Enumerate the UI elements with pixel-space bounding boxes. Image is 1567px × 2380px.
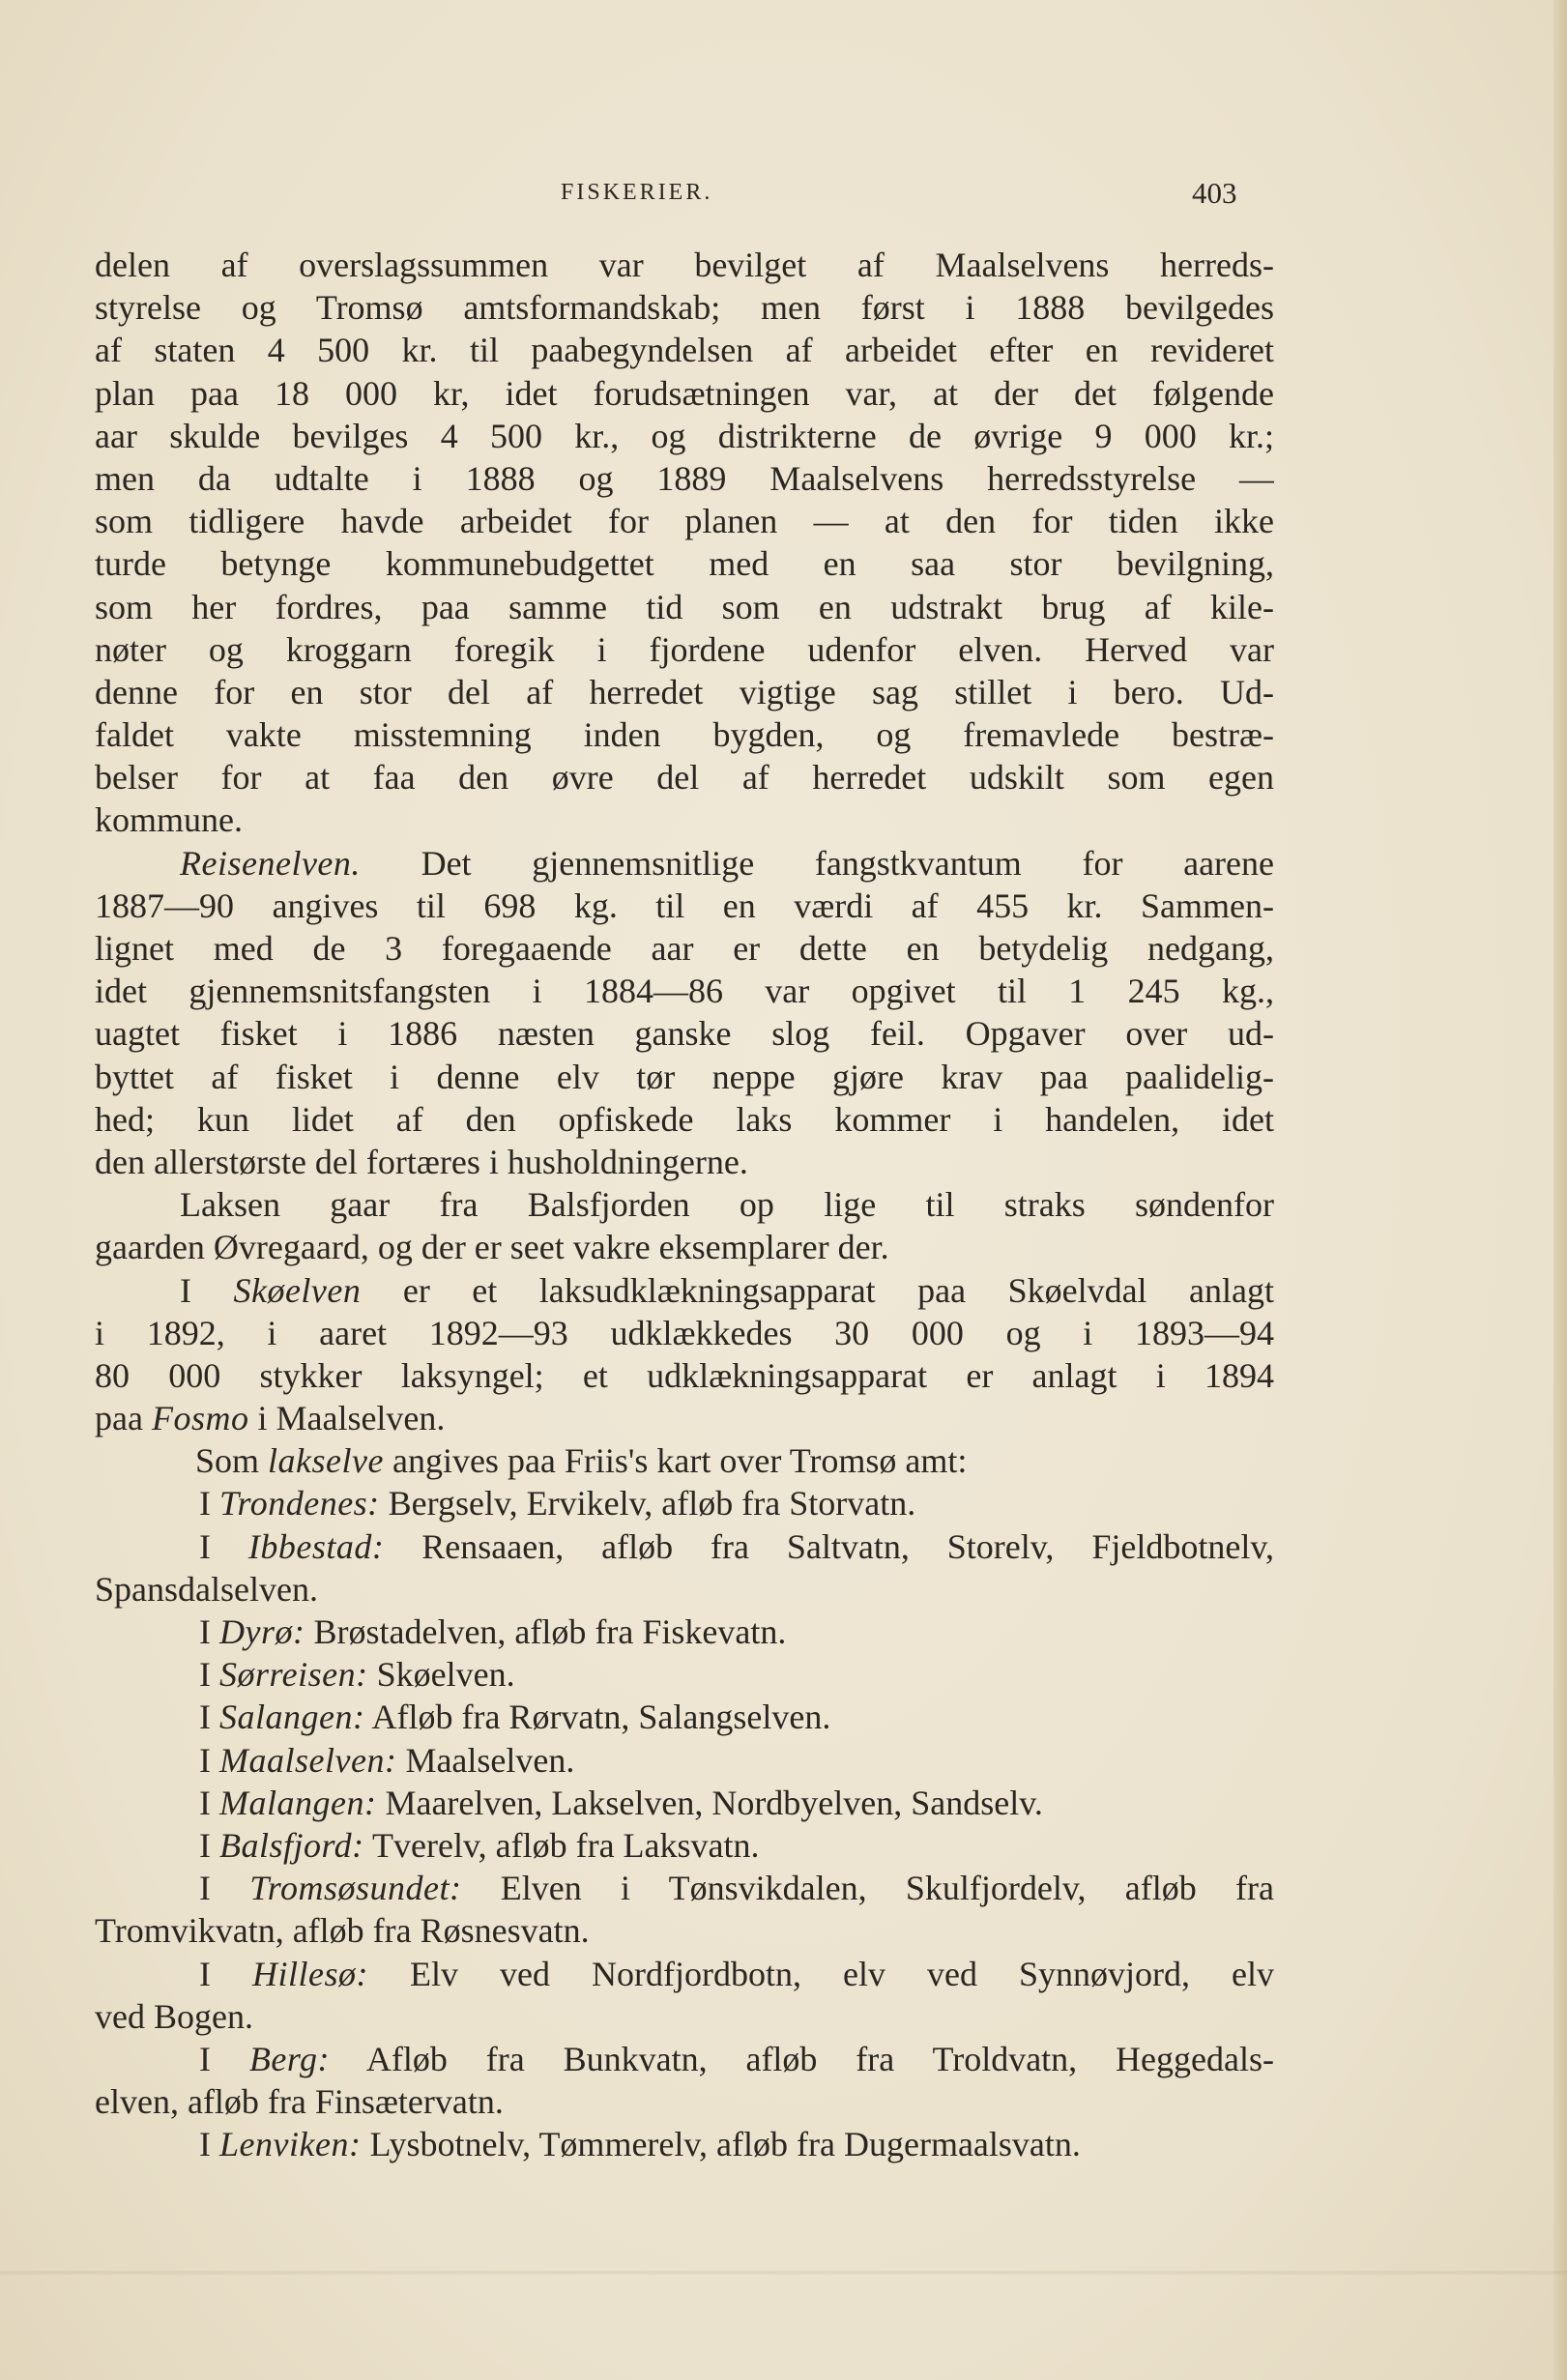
text-line: paa Fosmo i Maalselven.: [95, 1399, 446, 1438]
text-line: Reisenelven. Det gjennemsnitlige fangstkvantum for aarene: [180, 843, 1274, 883]
district-name: Malangen:: [219, 1783, 377, 1822]
text-line: som her fordres, paa samme tid som en udstrakt brug af kile-: [95, 587, 1274, 626]
page-number: 403: [1192, 176, 1237, 210]
text-line: Som lakselve angives paa Friis's kart over Tromsø amt:: [195, 1441, 968, 1481]
list-entry: I Lenviken: Lysbotnelv, Tømmerelv, afløb fra Dugermaalsvatn.: [199, 2125, 1081, 2164]
text-line: hed; kun lidet af den opfiskede laks kommer i handelen, idet: [95, 1099, 1274, 1139]
text-line: turde betynge kommunebudgettet med en saa stor bevilgning,: [95, 544, 1274, 584]
text-line: delen af overslagssummen var bevilget af Maalselvens herreds-: [95, 246, 1274, 284]
district-name: Berg:: [248, 2039, 331, 2078]
text-line: ved Bogen.: [95, 1996, 253, 2036]
text-line: som tidligere havde arbeidet for planen — at den for tiden ikke: [95, 502, 1274, 541]
list-entry: I Balsfjord: Tverelv, afløb fra Laksvatn.: [199, 1825, 760, 1865]
place-name: Reisenelven.: [180, 843, 361, 883]
text-line: plan paa 18 000 kr, idet forudsætningen var, at der det følgende: [95, 373, 1274, 413]
text-line: gaarden Øvregaard, og der er seet vakre eksemplarer der.: [95, 1228, 889, 1267]
text-line: nøter og kroggarn foregik i fjordene udenfor elven. Herved var: [95, 629, 1274, 669]
list-entry: I Salangen: Afløb fra Rørvatn, Salangselven.: [199, 1698, 831, 1737]
district-name: Ibbestad:: [247, 1526, 385, 1566]
district-name: Sørreisen:: [219, 1655, 368, 1695]
district-name: Tromsøsundet:: [249, 1869, 462, 1908]
text-line: idet gjennemsnitsfangsten i 1884—86 var opgivet til 1 245 kg.,: [95, 972, 1274, 1011]
text-line: I Skøelven er et laksudklækningsapparat paa Skøelvdal anlagt: [180, 1270, 1274, 1310]
body-text: [95, 244, 1274, 2165]
term: lakselve: [268, 1441, 384, 1481]
text-line: Laksen gaar fra Balsfjorden op lige til straks søndenfor: [180, 1185, 1274, 1225]
text-line: denne for en stor del af herredet vigtige sag stillet i bero. Ud-: [95, 672, 1274, 711]
text-line: elven, afløb fra Finsætervatn.: [95, 2082, 504, 2122]
text-line: kommune.: [95, 800, 243, 840]
text-line: i 1892, i aaret 1892—93 udklækkedes 30 000 og i 1893—94: [95, 1313, 1274, 1352]
place-name: Skøelven: [233, 1270, 362, 1310]
text-line: 80 000 stykker laksyngel; et udklækningsapparat er anlagt i 1894: [95, 1355, 1274, 1395]
district-name: Hillesø:: [252, 1954, 368, 1993]
text-line: af staten 4 500 kr. til paabegyndelsen af arbeidet efter en revideret: [95, 331, 1274, 370]
list-entry: I Malangen: Maarelven, Lakselven, Nordbyelven, Sandselv.: [199, 1783, 1043, 1822]
list-entry: I Trondenes: Bergselv, Ervikelv, afløb fra Storvatn.: [199, 1484, 916, 1524]
text-line: men da udtalte i 1888 og 1889 Maalselvens herredsstyrelse —: [95, 458, 1274, 498]
running-head: [0, 176, 1567, 215]
district-name: Maalselven:: [219, 1740, 397, 1780]
list-entry: I Berg: Afløb fra Bunkvatn, afløb fra Troldvatn, Heggedals-: [199, 2039, 1274, 2078]
district-name: Lenviken:: [219, 2125, 362, 2164]
text-line: aar skulde bevilges 4 500 kr., og distrikterne de øvrige 9 000 kr.;: [95, 416, 1274, 455]
district-name: Balsfjord:: [219, 1825, 364, 1865]
text-line: lignet med de 3 foregaaende aar er dette en betydelig nedgang,: [95, 929, 1274, 968]
text-line: faldet vakte misstemning inden bygden, og fremavlede bestræ-: [95, 715, 1274, 755]
page-edge: [1553, 0, 1567, 2380]
running-title: FISKERIER.: [561, 180, 713, 205]
text-line: den allerstørste del fortæres i husholdningerne.: [95, 1142, 748, 1181]
text-line: byttet af fisket i denne elv tør neppe gjøre krav paa paalidelig-: [95, 1057, 1274, 1096]
list-entry: I Hillesø: Elv ved Nordfjordbotn, elv ved Synnøvjord, elv: [199, 1954, 1274, 1993]
list-entry: I Dyrø: Brøstadelven, afløb fra Fiskevatn.: [199, 1612, 787, 1651]
list-entry: I Tromsøsundet: Elven i Tønsvikdalen, Skulfjordelv, afløb fra: [199, 1869, 1274, 1908]
text-line: belser for at faa den øvre del af herredet udskilt som egen: [95, 758, 1274, 798]
list-entry: I Ibbestad: Rensaaen, afløb fra Saltvatn, Storelv, Fjeldbotnelv,: [199, 1526, 1274, 1566]
list-entry: I Sørreisen: Skøelven.: [199, 1655, 515, 1695]
list-entry: I Maalselven: Maalselven.: [199, 1740, 575, 1780]
text-line: Tromvikvatn, afløb fra Røsnesvatn.: [95, 1911, 590, 1951]
place-name: Fosmo: [151, 1399, 249, 1438]
page-fold-shadow: [0, 2270, 1567, 2276]
text-line: Spansdalselven.: [95, 1569, 318, 1609]
text-line: styrelse og Tromsø amtsformandskab; men først i 1888 bevilgedes: [95, 288, 1274, 328]
text-line: uagtet fisket i 1886 næsten ganske slog feil. Opgaver over ud-: [95, 1014, 1274, 1054]
text-line: 1887—90 angives til 698 kg. til en værdi af 455 kr. Sammen-: [95, 885, 1274, 925]
district-name: Salangen:: [219, 1698, 365, 1737]
district-name: Trondenes:: [219, 1484, 380, 1524]
district-name: Dyrø:: [219, 1612, 305, 1651]
